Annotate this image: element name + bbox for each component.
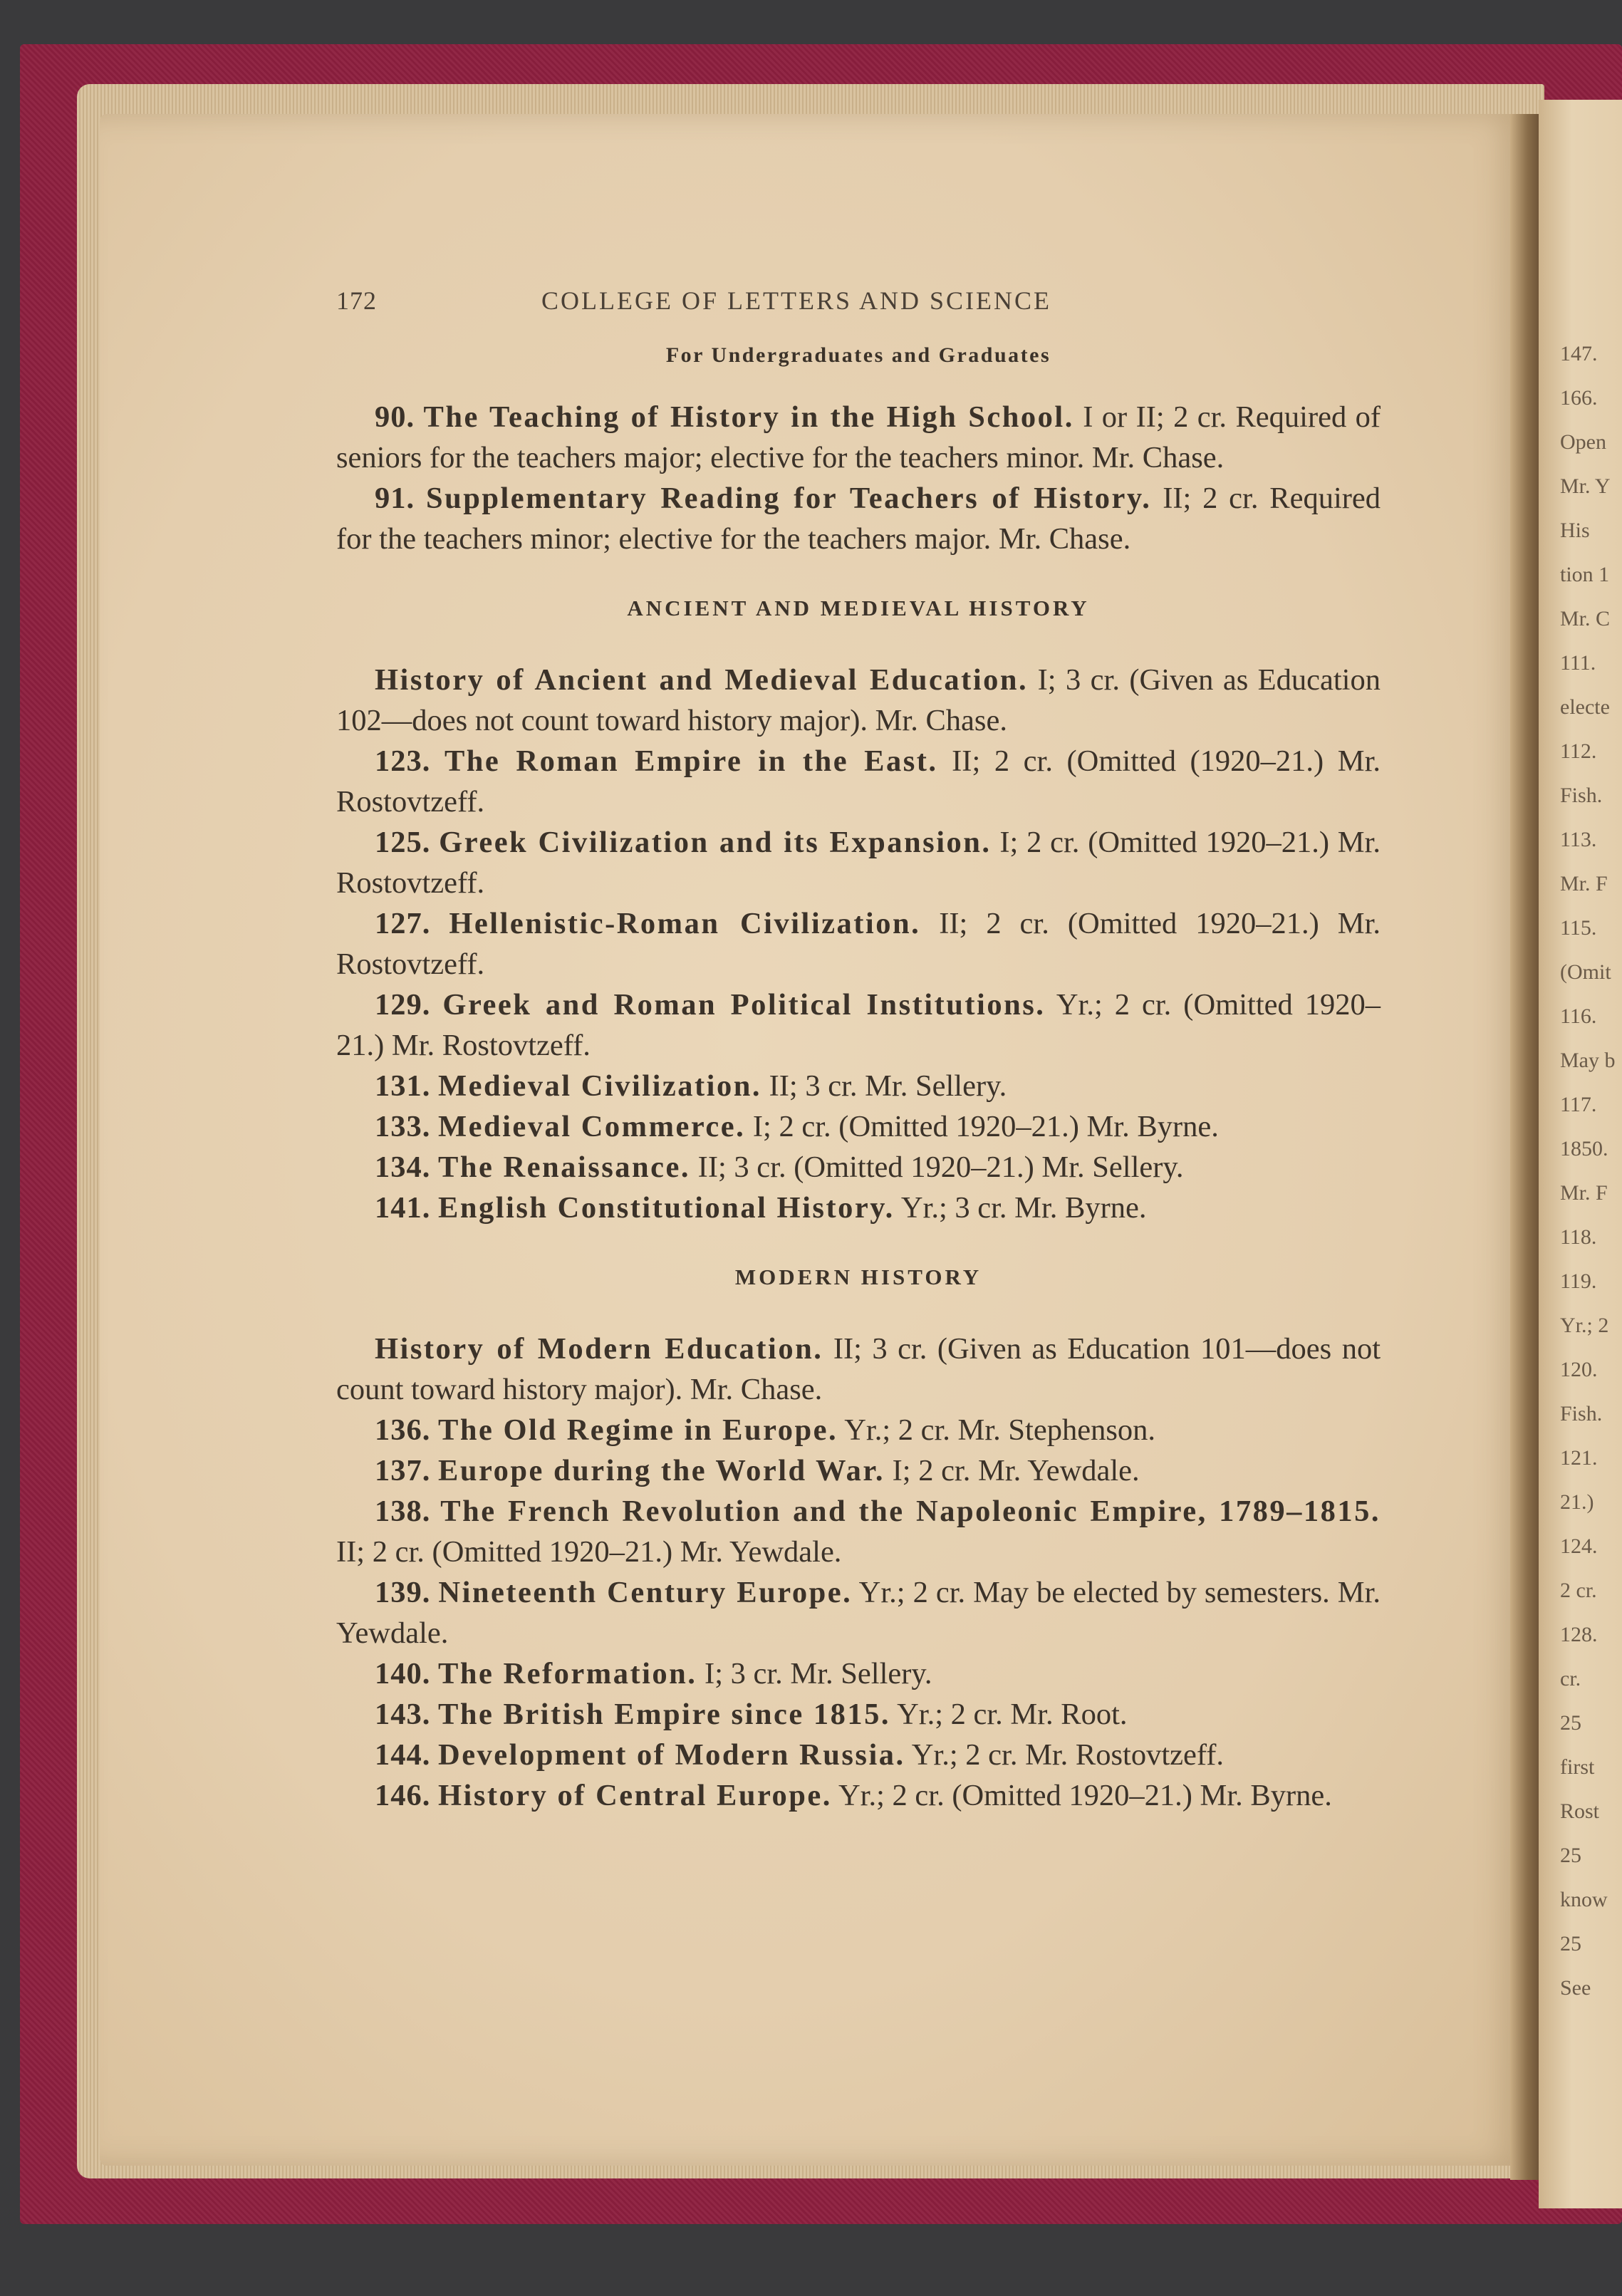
facing-page-fragment: 112.	[1560, 739, 1597, 763]
facing-page-fragment: Mr. F	[1560, 1181, 1608, 1205]
section-heading-ancient: ANCIENT AND MEDIEVAL HISTORY	[627, 596, 1090, 620]
course-number: 91.	[375, 482, 415, 515]
course-title: History of Modern Education.	[375, 1332, 823, 1366]
course-entry	[336, 397, 1381, 478]
facing-page-fragment: 21.)	[1560, 1490, 1594, 1514]
course-number: 144.	[375, 1738, 431, 1772]
facing-page-fragment: May b	[1560, 1049, 1616, 1072]
course-number: 138.	[375, 1495, 431, 1528]
facing-page-fragment: 111.	[1560, 651, 1596, 675]
facing-page-fragment: 2 cr.	[1560, 1579, 1597, 1602]
facing-page-fragment: 113.	[1560, 828, 1597, 851]
facing-page-fragment: 116.	[1560, 1004, 1597, 1028]
course-title: Greek and Roman Political Institutions.	[442, 988, 1046, 1022]
facing-page-fragment: 121.	[1560, 1446, 1598, 1470]
course-details: Yr.; 2 cr. (Omitted 1920–21.) Mr. Byrne.	[838, 1779, 1332, 1812]
course-title: The Renaissance.	[438, 1150, 691, 1184]
course-entry	[336, 478, 1381, 559]
course-details: I or II; 2 cr. Required of seniors for the teachers major; elective for the teachers minor. Mr. Chase.	[336, 400, 1381, 474]
facing-page-fragment: 1850.	[1560, 1137, 1608, 1160]
facing-page-fragment: 124.	[1560, 1534, 1598, 1558]
course-number: 140.	[375, 1657, 431, 1690]
course-details: II; 2 cr. (Omitted 1920–21.) Mr. Rostovtzeff.	[336, 907, 1381, 981]
course-number: 134.	[375, 1150, 431, 1184]
course-title: The Reformation.	[438, 1657, 697, 1690]
course-title: History of Ancient and Medieval Education.	[375, 663, 1029, 697]
facing-page-fragment: know	[1560, 1888, 1608, 1911]
course-entry	[336, 1735, 1381, 1775]
course-title: Europe during the World War.	[438, 1454, 885, 1487]
course-entry	[336, 1653, 1381, 1694]
facing-page-fragment: 166.	[1560, 386, 1598, 410]
course-details: II; 3 cr. (Omitted 1920–21.) Mr. Sellery.	[697, 1150, 1184, 1184]
facing-page-fragment: cr.	[1560, 1667, 1581, 1690]
facing-page-fragment: Mr. C	[1560, 607, 1611, 630]
course-entry	[336, 1491, 1381, 1572]
course-details: Yr.; 3 cr. Mr. Byrne.	[900, 1191, 1147, 1225]
course-details: II; 2 cr. (Omitted (1920–21.) Mr. Rostovtzeff.	[336, 744, 1381, 819]
facing-page-fragment: Mr. F	[1560, 872, 1608, 895]
course-details: II; 3 cr. (Given as Education 101—does not count toward history major). Mr. Chase.	[336, 1332, 1381, 1406]
course-title: The Roman Empire in the East.	[444, 744, 938, 778]
course-title: The Teaching of History in the High School.	[423, 400, 1074, 434]
course-entry	[336, 903, 1381, 985]
course-entry	[336, 1066, 1381, 1106]
course-number: 139.	[375, 1576, 431, 1609]
course-details: I; 2 cr. (Omitted 1920–21.) Mr. Byrne.	[752, 1110, 1219, 1143]
page-number: 172	[336, 286, 377, 315]
course-entry	[336, 1572, 1381, 1653]
course-entry	[336, 1410, 1381, 1450]
section-heading-modern: MODERN HISTORY	[734, 1264, 982, 1289]
facing-page-fragment: (Omit	[1560, 960, 1611, 984]
course-entry	[336, 660, 1381, 741]
course-number: 137.	[375, 1454, 431, 1487]
course-title: Hellenistic-Roman Civilization.	[449, 907, 921, 940]
facing-page-fragment: 119.	[1560, 1269, 1597, 1293]
facing-page-fragment: See	[1560, 1976, 1591, 2000]
course-details: I; 3 cr. Mr. Sellery.	[705, 1657, 932, 1690]
course-title: History of Central Europe.	[438, 1779, 832, 1812]
facing-page-fragment: Open	[1560, 430, 1606, 454]
facing-page-fragment: Rost	[1560, 1799, 1600, 1823]
course-details: II; 2 cr. (Omitted 1920–21.) Mr. Yewdale.	[336, 1535, 842, 1569]
intro-course-list	[336, 397, 1381, 559]
course-details: Yr.; 2 cr. Mr. Stephenson.	[844, 1413, 1155, 1447]
course-title: Nineteenth Century Europe.	[438, 1576, 853, 1609]
facing-page-fragment: 147.	[1560, 342, 1598, 365]
facing-page-fragment: 115.	[1560, 916, 1597, 940]
course-title: Medieval Commerce.	[438, 1110, 746, 1143]
facing-page-fragment: 25	[1560, 1844, 1581, 1867]
course-number: 123.	[375, 744, 431, 778]
course-details: I; 2 cr. Mr. Yewdale.	[892, 1454, 1140, 1487]
course-title: The French Revolution and the Napoleonic Empire, 1789–1815.	[440, 1495, 1381, 1528]
facing-page-fragment: Fish.	[1560, 784, 1603, 807]
course-details: I; 3 cr. (Given as Education 102—does not count toward history major). Mr. Chase.	[336, 663, 1381, 737]
course-number: 146.	[375, 1779, 431, 1812]
running-title: COLLEGE OF LETTERS AND SCIENCE	[541, 286, 1051, 315]
course-entry	[336, 1775, 1381, 1816]
course-title: Supplementary Reading for Teachers of History.	[425, 482, 1152, 515]
facing-page-fragment: 25	[1560, 1711, 1581, 1735]
book-gutter	[1510, 114, 1539, 2180]
facing-page-fragment: 117.	[1560, 1093, 1597, 1116]
course-details: Yr.; 2 cr. (Omitted 1920–21.) Mr. Rostovtzeff.	[336, 988, 1381, 1062]
page-text	[336, 276, 1381, 1816]
facing-page-fragment: tion 1	[1560, 563, 1610, 586]
course-entry	[336, 1450, 1381, 1491]
course-entry	[336, 822, 1381, 903]
facing-page-fragment: His	[1560, 519, 1590, 542]
course-details: II; 3 cr. Mr. Sellery.	[769, 1069, 1007, 1103]
course-number: 90.	[375, 400, 415, 434]
course-number: 133.	[375, 1110, 431, 1143]
facing-page-fragment: first	[1560, 1755, 1595, 1779]
facing-page-fragment: 120.	[1560, 1358, 1598, 1381]
course-details: Yr.; 2 cr. Mr. Root.	[897, 1698, 1128, 1731]
course-entry	[336, 1147, 1381, 1188]
audience-subhead: For Undergraduates and Graduates	[665, 343, 1051, 367]
course-number: 143.	[375, 1698, 431, 1731]
facing-page-fragment: 118.	[1560, 1225, 1597, 1249]
facing-page-fragment: Yr.; 2	[1560, 1314, 1609, 1337]
course-title: Medieval Civilization.	[438, 1069, 761, 1103]
running-head	[336, 276, 1381, 326]
facing-page-fragment: 25	[1560, 1932, 1581, 1955]
course-number: 141.	[375, 1191, 431, 1225]
course-entry	[336, 1694, 1381, 1735]
course-number: 131.	[375, 1069, 431, 1103]
course-number: 129.	[375, 988, 431, 1022]
course-details: II; 2 cr. Required for the teachers minor; elective for the teachers major. Mr. Chase.	[336, 482, 1381, 556]
course-title: English Constitutional History.	[438, 1191, 895, 1225]
course-entry	[336, 1188, 1381, 1228]
course-title: The Old Regime in Europe.	[438, 1413, 838, 1447]
ancient-course-list	[336, 660, 1381, 1228]
course-number: 127.	[375, 907, 431, 940]
course-details: I; 2 cr. (Omitted 1920–21.) Mr. Rostovtzeff.	[336, 826, 1381, 900]
course-entry	[336, 741, 1381, 822]
facing-page-fragment: Fish.	[1560, 1402, 1603, 1425]
facing-page-fragment: electe	[1560, 695, 1610, 719]
facing-page-fragment: 128.	[1560, 1623, 1598, 1646]
course-details: Yr.; 2 cr. Mr. Rostovtzeff.	[911, 1738, 1225, 1772]
course-number: 136.	[375, 1413, 431, 1447]
course-title: Greek Civilization and its Expansion.	[439, 826, 992, 859]
course-entry	[336, 985, 1381, 1066]
facing-page-fragment: Mr. Y	[1560, 474, 1611, 498]
modern-course-list	[336, 1329, 1381, 1816]
course-title: The British Empire since 1815.	[438, 1698, 890, 1731]
course-title: Development of Modern Russia.	[438, 1738, 905, 1772]
course-details: Yr.; 2 cr. May be elected by semesters. Mr. Yewdale.	[336, 1576, 1381, 1650]
course-number: 125.	[375, 826, 431, 859]
course-entry	[336, 1106, 1381, 1147]
facing-page-edge	[1539, 100, 1622, 2208]
course-entry	[336, 1329, 1381, 1410]
